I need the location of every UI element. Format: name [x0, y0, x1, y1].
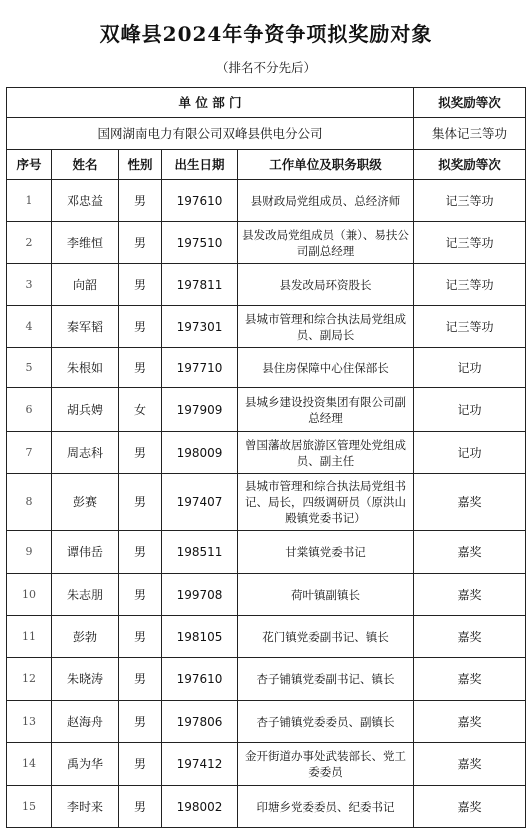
- gender-cell: 男: [119, 264, 162, 306]
- award-cell: 记功: [414, 388, 526, 432]
- seq-cell: 6: [7, 388, 52, 432]
- birth-cell: 197301: [162, 306, 238, 348]
- unit-row: [7, 118, 526, 150]
- job-cell: 甘棠镇党委书记: [238, 531, 414, 574]
- name-cell: 向韶: [52, 264, 119, 306]
- seq-cell: 7: [7, 432, 52, 474]
- award-cell: 记三等功: [414, 264, 526, 306]
- seq-cell: 5: [7, 348, 52, 388]
- name-cell: 朱志朋: [52, 574, 119, 616]
- name-cell: 周志科: [52, 432, 119, 474]
- name-cell: 朱晓涛: [52, 658, 119, 701]
- award-cell: 嘉奖: [414, 658, 526, 701]
- col-header-name: 姓名: [52, 150, 119, 180]
- job-cell: 县发改局环资股长: [238, 264, 414, 306]
- birth-cell: 197811: [162, 264, 238, 306]
- gender-cell: 男: [119, 180, 162, 222]
- birth-cell: 197510: [162, 222, 238, 264]
- gender-cell: 男: [119, 616, 162, 658]
- birth-cell: 197407: [162, 474, 238, 531]
- birth-cell: 198511: [162, 531, 238, 574]
- job-cell: 花门镇党委副书记、镇长: [238, 616, 414, 658]
- seq-cell: 8: [7, 474, 52, 531]
- seq-cell: 11: [7, 616, 52, 658]
- table-row: [7, 348, 526, 388]
- award-header: 拟奖励等次: [414, 88, 526, 118]
- col-header-award: 拟奖励等次: [414, 150, 526, 180]
- birth-cell: 197806: [162, 701, 238, 743]
- table-row: [7, 264, 526, 306]
- job-cell: 杏子铺镇党委委员、副镇长: [238, 701, 414, 743]
- document-subtitle: （排名不分先后）: [215, 60, 316, 75]
- job-cell: 荷叶镇副镇长: [238, 574, 414, 616]
- table-row: [7, 306, 526, 348]
- name-cell: 秦军韬: [52, 306, 119, 348]
- seq-cell: 10: [7, 574, 52, 616]
- col-header-job: 工作单位及职务职级: [238, 150, 414, 180]
- name-cell: 谭伟岳: [52, 531, 119, 574]
- job-cell: 县城乡建设投资集团有限公司副总经理: [238, 388, 414, 432]
- gender-cell: 男: [119, 306, 162, 348]
- seq-cell: 12: [7, 658, 52, 701]
- gender-cell: 男: [119, 474, 162, 531]
- gender-cell: 男: [119, 743, 162, 786]
- gender-cell: 男: [119, 222, 162, 264]
- job-cell: 印塘乡党委委员、纪委书记: [238, 786, 414, 828]
- table-row: [7, 616, 526, 658]
- award-cell: 嘉奖: [414, 474, 526, 531]
- unit-award: 集体记三等功: [414, 118, 526, 150]
- unit-header-row: [7, 88, 526, 118]
- award-cell: 嘉奖: [414, 616, 526, 658]
- birth-cell: 197710: [162, 348, 238, 388]
- birth-cell: 197412: [162, 743, 238, 786]
- seq-cell: 13: [7, 701, 52, 743]
- name-cell: 胡兵娉: [52, 388, 119, 432]
- name-cell: 李维恒: [52, 222, 119, 264]
- table-row: [7, 474, 526, 531]
- birth-cell: 198105: [162, 616, 238, 658]
- table-row: [7, 786, 526, 828]
- job-cell: 曾国藩故居旅游区管理处党组成员、副主任: [238, 432, 414, 474]
- award-cell: 嘉奖: [414, 574, 526, 616]
- award-cell: 记三等功: [414, 180, 526, 222]
- unit-name: 国网湖南电力有限公司双峰县供电分公司: [7, 118, 414, 150]
- gender-cell: 男: [119, 574, 162, 616]
- seq-cell: 2: [7, 222, 52, 264]
- col-header-birth: 出生日期: [162, 150, 238, 180]
- unit-header: 单 位 部 门: [7, 88, 414, 118]
- award-table: [6, 87, 526, 828]
- name-cell: 彭勃: [52, 616, 119, 658]
- name-cell: 禹为华: [52, 743, 119, 786]
- name-cell: 赵海舟: [52, 701, 119, 743]
- award-cell: 嘉奖: [414, 701, 526, 743]
- job-cell: 县财政局党组成员、总经济师: [238, 180, 414, 222]
- table-row: [7, 701, 526, 743]
- birth-cell: 199708: [162, 574, 238, 616]
- birth-cell: 197909: [162, 388, 238, 432]
- name-cell: 朱根如: [52, 348, 119, 388]
- seq-cell: 9: [7, 531, 52, 574]
- column-header-row: [7, 150, 526, 180]
- job-cell: 县城市管理和综合执法局党组书记、局长，四级调研员（原洪山殿镇党委书记）: [238, 474, 414, 531]
- table-row: [7, 180, 526, 222]
- job-cell: 县发改局党组成员（兼）、易扶公司副总经理: [238, 222, 414, 264]
- job-cell: 杏子铺镇党委副书记、镇长: [238, 658, 414, 701]
- job-cell: 金开街道办事处武装部长、党工委委员: [238, 743, 414, 786]
- name-cell: 彭赛: [52, 474, 119, 531]
- gender-cell: 男: [119, 658, 162, 701]
- job-cell: 县城市管理和综合执法局党组成员、副局长: [238, 306, 414, 348]
- table-row: [7, 432, 526, 474]
- seq-cell: 3: [7, 264, 52, 306]
- award-cell: 嘉奖: [414, 743, 526, 786]
- award-cell: 嘉奖: [414, 786, 526, 828]
- seq-cell: 15: [7, 786, 52, 828]
- award-cell: 记三等功: [414, 222, 526, 264]
- table-row: [7, 658, 526, 701]
- birth-cell: 197610: [162, 658, 238, 701]
- document-title: 双峰县2024年争资争项拟奖励对象: [99, 22, 433, 46]
- gender-cell: 男: [119, 531, 162, 574]
- col-header-gender: 性别: [119, 150, 162, 180]
- table-row: [7, 574, 526, 616]
- birth-cell: 198009: [162, 432, 238, 474]
- seq-cell: 14: [7, 743, 52, 786]
- table-row: [7, 222, 526, 264]
- col-header-no: 序号: [7, 150, 52, 180]
- gender-cell: 女: [119, 388, 162, 432]
- award-cell: 嘉奖: [414, 531, 526, 574]
- award-cell: 记三等功: [414, 306, 526, 348]
- seq-cell: 1: [7, 180, 52, 222]
- birth-cell: 198002: [162, 786, 238, 828]
- gender-cell: 男: [119, 786, 162, 828]
- gender-cell: 男: [119, 432, 162, 474]
- job-cell: 县住房保障中心住保部长: [238, 348, 414, 388]
- award-cell: 记功: [414, 432, 526, 474]
- table-row: [7, 388, 526, 432]
- name-cell: 邓忠益: [52, 180, 119, 222]
- seq-cell: 4: [7, 306, 52, 348]
- award-cell: 记功: [414, 348, 526, 388]
- gender-cell: 男: [119, 701, 162, 743]
- table-row: [7, 743, 526, 786]
- table-row: [7, 531, 526, 574]
- gender-cell: 男: [119, 348, 162, 388]
- name-cell: 李时来: [52, 786, 119, 828]
- birth-cell: 197610: [162, 180, 238, 222]
